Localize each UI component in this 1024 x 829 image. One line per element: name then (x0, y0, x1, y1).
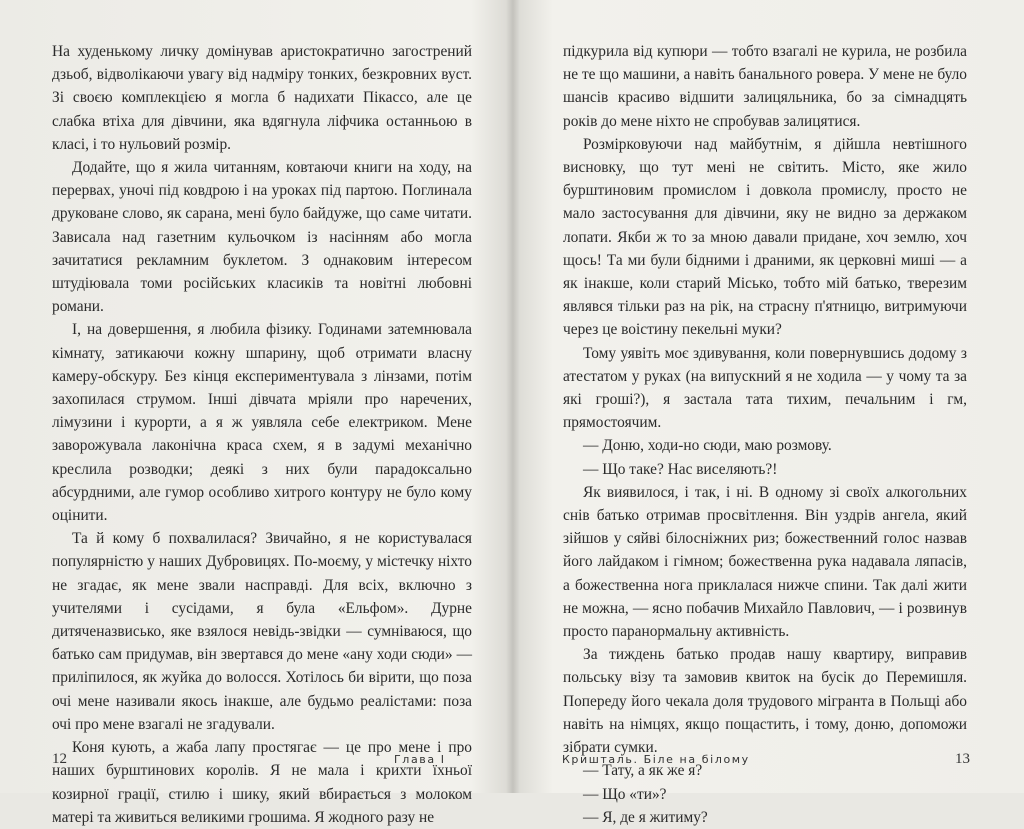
right-paragraph-5: За тиждень батько продав нашу квартиру, виправив польську візу та замовив квиток на бусік до Перемишля. Попереду його чекала доля трудового мігранта в Польщі або навіть на німцях, якщо пощастить, і тому, доню, допоможи зібрати сумки. (563, 646, 967, 757)
right-paragraph-1: підкурила від купюри — тобто взагалі не курила, не розбила не те що машини, а навіть банального ровера. У мене не було шансів красиво відшити залицяльника, бо за сімнадцять років до мене ніхто не спробував залицятися. (563, 43, 967, 130)
right-dialogue-2: — Що таке? Нас виселяють?! (583, 460, 778, 478)
book-gutter (506, 0, 520, 793)
right-paragraph-3: Тому уявіть моє здивування, коли повернувшись додому з атестатом у руках (на випускний я не ходила — у чому та за які гроші?), я застала тата тихим, печальним і гм, прямостоячим. (563, 344, 967, 432)
left-running-head: Глава І (394, 753, 446, 766)
left-paragraph-3: І, на довершення, я любила фізику. Годинами затемнювала кімнату, затикаючи кожну шпарину, щоб отримати власну камеру-обскуру. Без кінця експериментувала з лінзами, потім захопилася струмом. Інші дівчата мріяли про наречених, лімузини і курорти, а я ж уявляла себе електриком. Мене заворожувала лаконічна краса схем, я в задумі механічно креслила розводки; деякі з них були парадоксально абсурдними, але гумор особливо хитрого контуру не було кому оцінити. (52, 321, 472, 525)
right-dialogue-3: — Тату, а як же я? (583, 762, 703, 780)
right-dialogue-1: — Доню, ходи-но сюди, маю розмову. (583, 437, 832, 455)
right-paragraph-2: Розмірковуючи над майбутнім, я дійшла невтішного висновку, що тут мені не світить. Місто, яке жило бурштиновим промислом і довкола промислу, просто не мало застосування для дівчини, яку не видно за держаком лопати. Якби ж то за мною давали придане, хоч землю, хоч щось! Та ми були бідними і драними, як церковні миші — а як інакше, коли старий Місько, тобто мій батько, тверезим являвся тільки раз на рік, на страсну п'ятницю, витримуючи через це воістину пекельні муки? (563, 135, 967, 339)
right-dialogue-4: — Що «ти»? (583, 785, 667, 803)
right-paragraph-4: Як виявилося, і так, і ні. В одному зі своїх алкогольних снів батько отримав просвітлення. Він уздрів ангела, який зійшов у сяйві білосніжних риз; божественний голос назвав його лайдаком і гімном; божественна рука надавала ляпасів, а божественна нога приклалася нижче спини. Так далі жити не можна, — ясно побачив Михайло Павлович, — і розвинув просто паранормальну активність. (563, 483, 967, 641)
right-page-body (563, 40, 967, 829)
left-page-number: 12 (52, 751, 67, 767)
left-page-body (52, 40, 472, 829)
left-paragraph-2: Додайте, що я жила читанням, ковтаючи книги на ходу, на перервах, уночі під ковдрою і на уроках під партою. Поглинала друковане слово, як сарана, мені було байдуже, що саме читати. Зависала над газетним кульочком із насінням або могла зачитатися рекламним буклетом. З однаковим інтересом штудіювала томи російських класиків та новітні любовні романи. (52, 159, 472, 316)
right-running-head: Кришталь. Біле на білому (562, 753, 750, 766)
left-paragraph-4: Та й кому б похвалилася? Звичайно, я не користувалася популярністю у наших Дубровицях. По-моєму, у містечку ніхто не згадає, як мене звали насправді. Для всіх, включно з учителями і сусідами, я була «Ельфом». Дурне дитяченазвисько, яке взялося невідь-звідки — сумніваюся, що батько сам придумав, він звертався до мене «ану ходи сюди» — приліпилося, як жуйка до волосся. Хотілось би вірити, що поза очі мене називали якось інакше, але будьмо реалістами: поза очі про мене взагалі не згадували. (52, 530, 472, 733)
right-page-number: 13 (955, 751, 970, 767)
left-paragraph-1: На худенькому личку домінував аристократично загострений дзьоб, відволікаючи увагу від надміру тонких, безкровних вуст. Зі своєю комплекцією я могла б надихати Пікассо, але це слабка втіха для дівчини, яка вдягнула ліфчика останньою в класі, і то нульовий розмір. (52, 43, 472, 153)
right-dialogue-5: — Я, де я житиму? (583, 808, 708, 826)
left-paragraph-5: Коня кують, а жаба лапу простягає — це про мене і про наших бурштинових королів. Я не мала і крихти їхньої козирної грації, стилю і шику, який вбирається з молоком матері та живиться великими грошима. Я жодного разу не (52, 739, 472, 826)
